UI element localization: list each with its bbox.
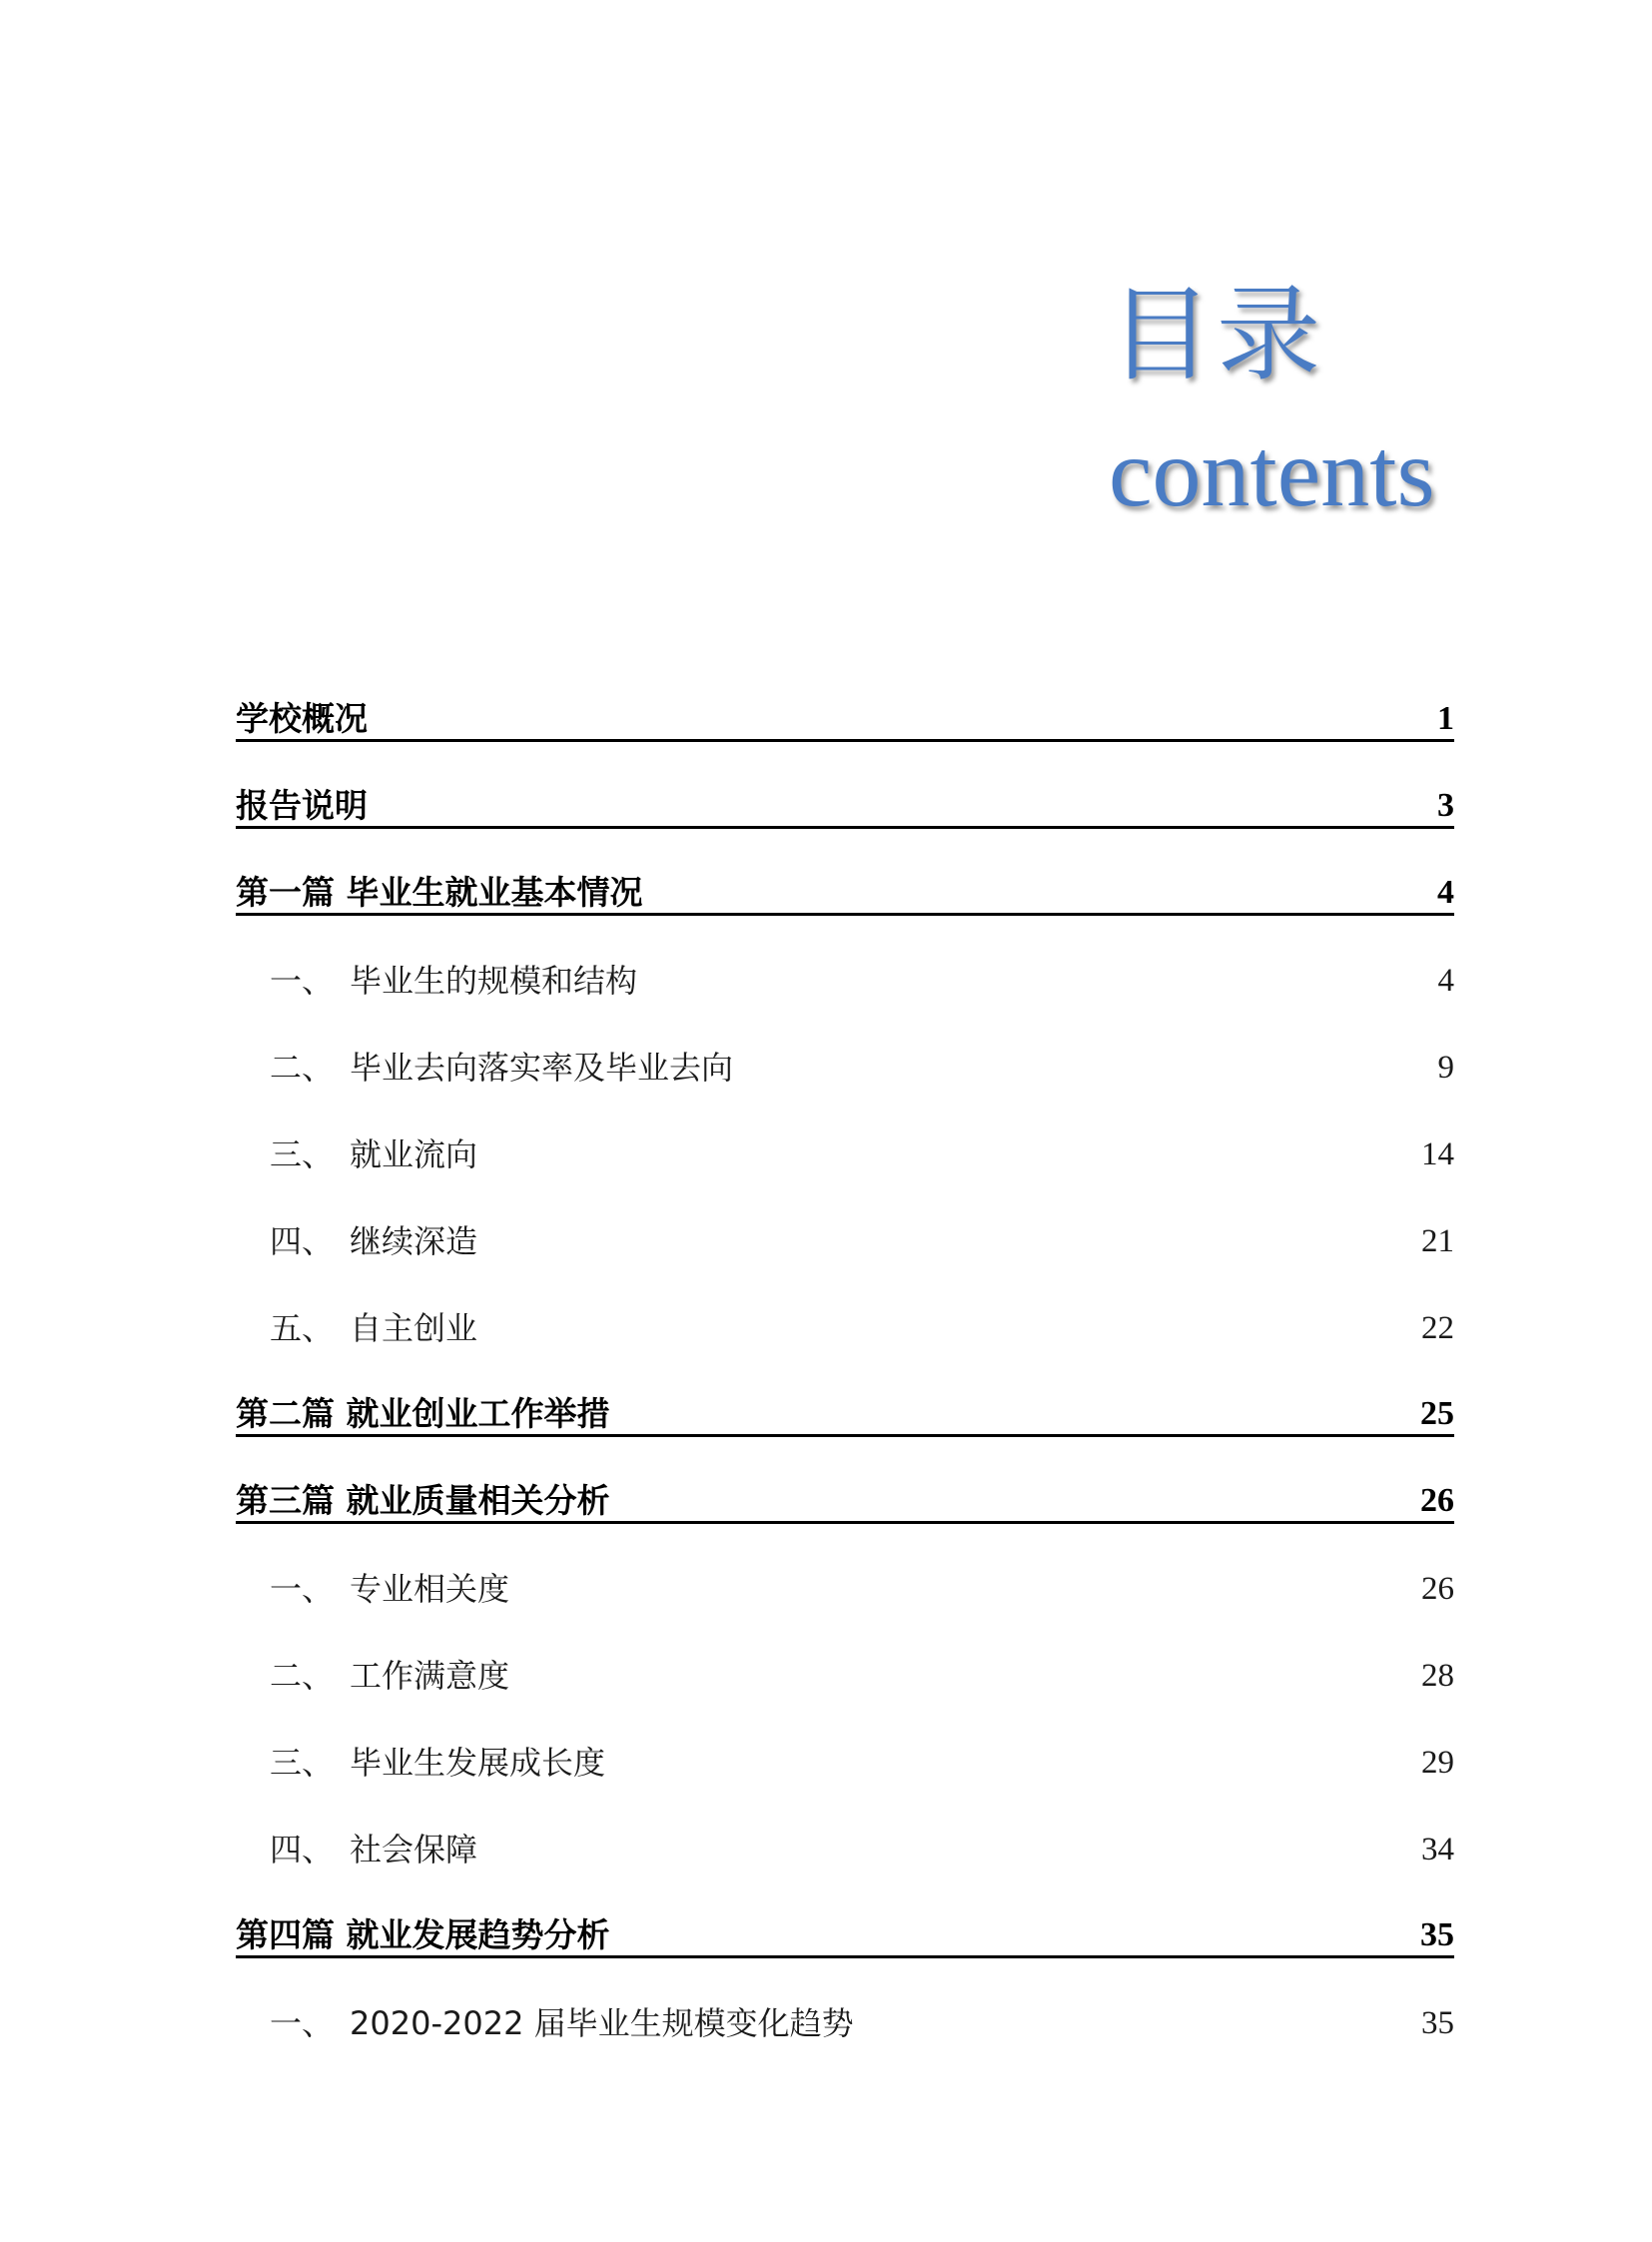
toc-subsection-entry[interactable]	[236, 1791, 1454, 1877]
toc-entry-text: 2020-2022 届毕业生规模变化趋势	[350, 2004, 854, 2042]
toc-entry-label	[270, 2003, 854, 2043]
toc-entry-page-number: 29	[1421, 1745, 1454, 1781]
toc-entry-page-number: 25	[1420, 1395, 1454, 1432]
toc-entry-text: 社会保障	[350, 1831, 478, 1868]
toc-subsection-entry[interactable]	[236, 1182, 1454, 1269]
toc-entry-number: 三、	[270, 1744, 335, 1782]
toc-entry-page-number: 1	[1437, 700, 1454, 737]
toc-entry-label: 第一篇 毕业生就业基本情况	[236, 873, 643, 912]
toc-entry-page-number: 26	[1421, 1571, 1454, 1607]
toc-entry-underline	[236, 913, 1454, 916]
toc-entry-number: 四、	[270, 1222, 335, 1260]
table-of-contents	[236, 661, 1454, 2051]
toc-entry-page-number: 28	[1421, 1658, 1454, 1694]
toc-subsection-entry[interactable]	[236, 1009, 1454, 1096]
toc-entry-label	[270, 1048, 733, 1088]
toc-entry-label	[270, 961, 637, 1001]
toc-entry-page-number: 35	[1420, 1916, 1454, 1953]
toc-entry-underline	[236, 1955, 1454, 1958]
toc-entry-text: 专业相关度	[350, 1570, 510, 1608]
toc-entry-number: 一、	[270, 1570, 335, 1608]
toc-entry-underline	[236, 1521, 1454, 1524]
toc-heading	[1109, 270, 1608, 533]
toc-entry-underline	[236, 1434, 1454, 1437]
toc-entry-label	[270, 1134, 477, 1174]
toc-entry-text: 工作满意度	[350, 1657, 510, 1695]
toc-entry-text: 毕业去向落实率及毕业去向	[350, 1049, 734, 1087]
toc-entry-page-number: 35	[1421, 2005, 1454, 2041]
toc-entry-label: 第三篇 就业质量相关分析	[236, 1481, 610, 1520]
toc-entry-label	[270, 1221, 477, 1261]
toc-entry-page-number: 3	[1437, 787, 1454, 824]
toc-entry-underline	[236, 826, 1454, 829]
toc-entry-label	[270, 1830, 477, 1869]
toc-entry-number: 二、	[270, 1657, 335, 1695]
toc-entry-page-number: 14	[1421, 1136, 1454, 1172]
toc-entry-text: 毕业生的规模和结构	[350, 962, 638, 1000]
toc-entry-page-number: 21	[1421, 1223, 1454, 1259]
toc-subsection-entry[interactable]	[236, 1269, 1454, 1356]
toc-entry-label	[270, 1308, 477, 1348]
toc-entry-text: 自主创业	[350, 1309, 478, 1347]
toc-entry-page-number: 4	[1437, 874, 1454, 911]
toc-entry-label	[270, 1569, 509, 1609]
toc-entry-number: 二、	[270, 1049, 335, 1087]
toc-entry-number: 三、	[270, 1135, 335, 1173]
heading-english: contents	[1109, 419, 1435, 527]
toc-subsection-entry[interactable]	[236, 1530, 1454, 1617]
toc-subsection-entry[interactable]	[236, 1964, 1454, 2051]
toc-subsection-entry[interactable]	[236, 922, 1454, 1009]
toc-entry-label: 学校概况	[236, 699, 368, 738]
toc-subsection-entry[interactable]	[236, 1096, 1454, 1182]
toc-entry-text: 就业流向	[350, 1135, 478, 1173]
toc-entry-text: 继续深造	[350, 1222, 478, 1260]
heading-chinese: 目录	[1109, 274, 1325, 395]
toc-subsection-entry[interactable]	[236, 1704, 1454, 1791]
toc-section-entry[interactable]	[236, 748, 1454, 835]
toc-entry-page-number: 26	[1420, 1482, 1454, 1519]
toc-entry-label	[270, 1743, 605, 1783]
toc-entry-page-number: 9	[1437, 1050, 1454, 1086]
toc-entry-label: 第二篇 就业创业工作举措	[236, 1394, 610, 1433]
toc-entry-number: 五、	[270, 1309, 335, 1347]
toc-section-entry[interactable]	[236, 1877, 1454, 1964]
toc-entry-number: 一、	[270, 2004, 335, 2042]
toc-entry-label	[270, 1656, 509, 1696]
toc-entry-label: 第四篇 就业发展趋势分析	[236, 1915, 610, 1954]
toc-section-entry[interactable]	[236, 1443, 1454, 1530]
toc-entry-underline	[236, 739, 1454, 742]
toc-entry-page-number: 4	[1437, 963, 1454, 999]
toc-entry-page-number: 22	[1421, 1310, 1454, 1346]
toc-subsection-entry[interactable]	[236, 1617, 1454, 1704]
toc-entry-label: 报告说明	[236, 786, 368, 825]
toc-section-entry[interactable]	[236, 1356, 1454, 1443]
toc-section-entry[interactable]	[236, 661, 1454, 748]
toc-entry-page-number: 34	[1421, 1832, 1454, 1868]
toc-entry-number: 一、	[270, 962, 335, 1000]
toc-entry-text: 毕业生发展成长度	[350, 1744, 606, 1782]
toc-entry-number: 四、	[270, 1831, 335, 1868]
toc-section-entry[interactable]	[236, 835, 1454, 922]
